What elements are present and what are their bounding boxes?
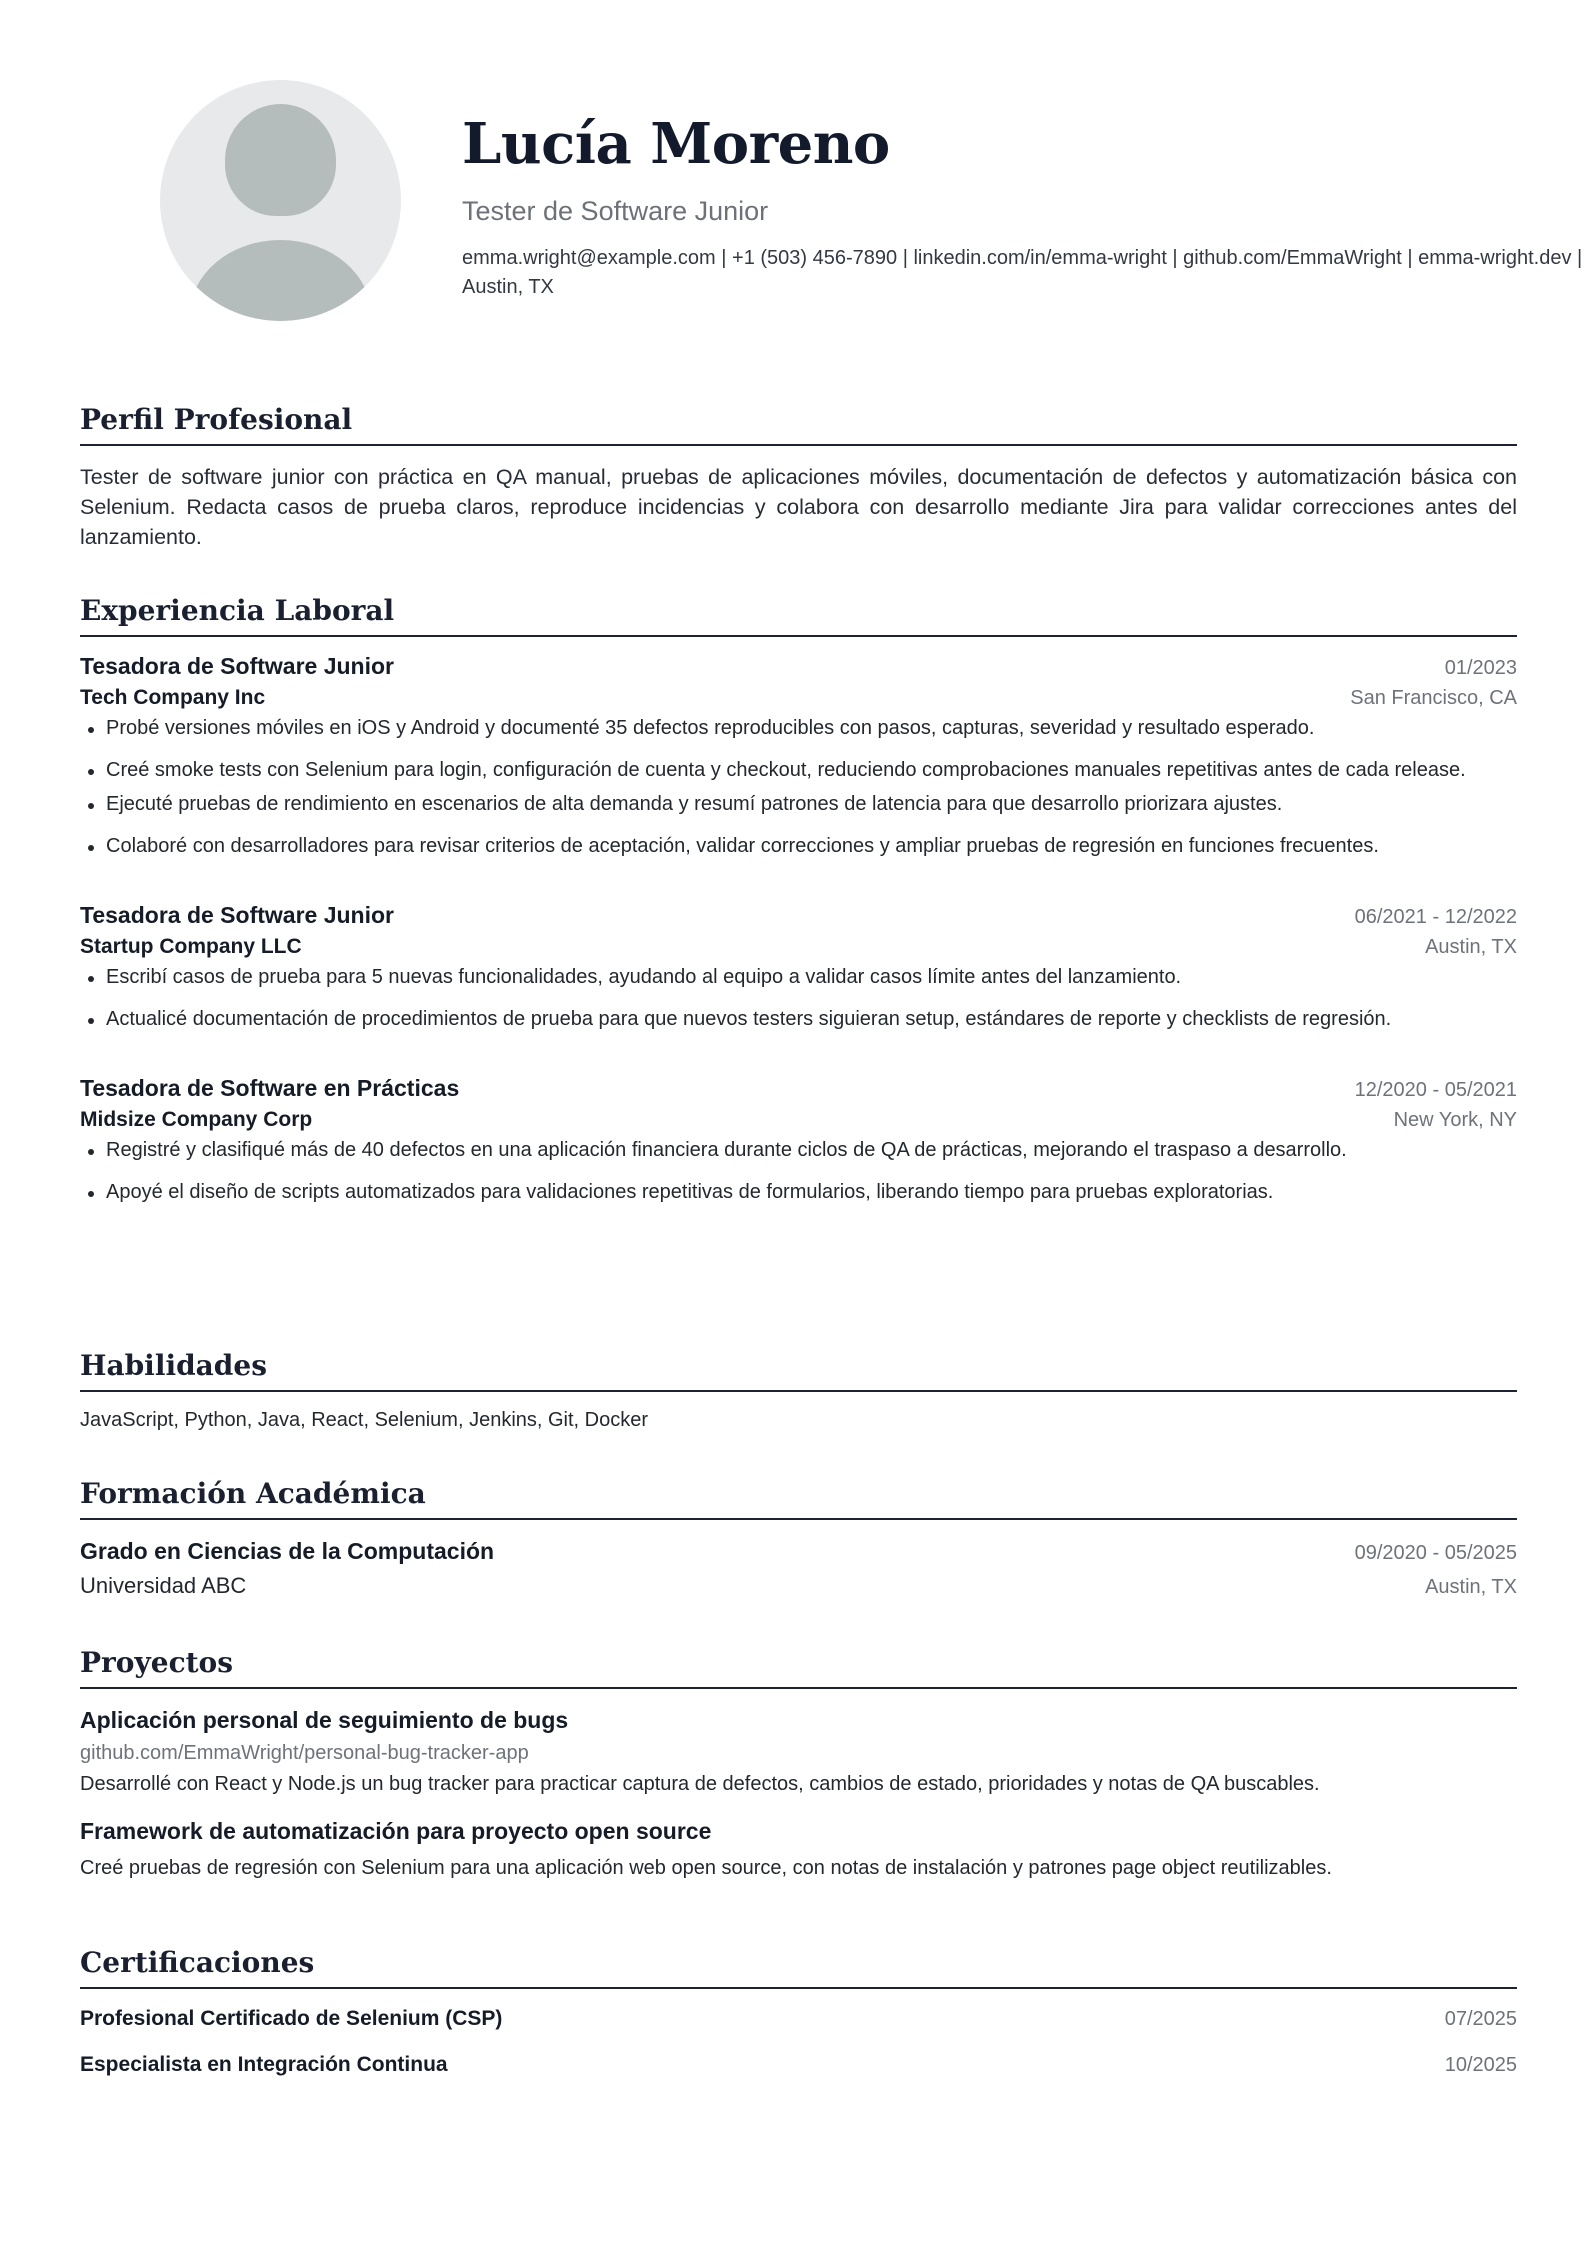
contact-line: emma.wright@example.com | +1 (503) 456-7890 | linkedin.com/in/emma-wright | github.com/EmmaWright | emma-wright.dev | Austin, TX [462, 247, 1583, 298]
job-entry [80, 653, 1517, 860]
job-bullets [80, 714, 1517, 860]
experience-section [80, 591, 1517, 1220]
bullet-dot [88, 1191, 94, 1197]
job-dates: 01/2023 [1444, 657, 1517, 679]
job-location: San Francisco, CA [1350, 687, 1517, 709]
job-title: Tesadora de Software Junior [80, 653, 394, 679]
candidate-role: Tester de Software Junior [462, 196, 769, 226]
job-title: Tesadora de Software en Prácticas [80, 1075, 460, 1101]
avatar-head-shape [225, 104, 336, 216]
bullet-dot [88, 1018, 94, 1024]
avatar-body-shape [190, 240, 371, 321]
job-bullet [80, 714, 1517, 742]
project-link[interactable]: github.com/EmmaWright/personal-bug-tracker-app [80, 1742, 529, 1764]
job-location: Austin, TX [1425, 936, 1517, 958]
resume-header [80, 0, 1583, 320]
projects-section [80, 1643, 1517, 1880]
job-company: Tech Company Inc [80, 686, 266, 709]
job-bullet-text: Registré y clasifiqué más de 40 defectos en una aplicación financiera durante ciclos de QA de prácticas, mejorando el traspaso a desarrollo. [106, 1139, 1347, 1161]
education-dates: 09/2020 - 05/2025 [1354, 1542, 1517, 1564]
certification-row [80, 2053, 1517, 2077]
section-title-skills: Habilidades [80, 1346, 1517, 1392]
project-title: Aplicación personal de seguimiento de bugs [80, 1707, 569, 1733]
project-description: Desarrollé con React y Node.js un bug tracker para practicar captura de defectos, cambios de estado, prioridades y notas de QA buscables. [80, 1773, 1320, 1795]
job-company-row [80, 1108, 1517, 1132]
job-bullet [80, 790, 1517, 818]
avatar [160, 80, 401, 321]
job-bullet [80, 1005, 1517, 1033]
bullet-dot [88, 1149, 94, 1155]
section-title-projects: Proyectos [80, 1643, 1517, 1689]
skills-list: JavaScript, Python, Java, React, Selenium, Jenkins, Git, Docker [80, 1409, 649, 1431]
job-bullet-text: Creé smoke tests con Selenium para login, configuración de cuenta y checkout, reduciendo comprobaciones manuales repetitivas antes de cada release. [106, 759, 1466, 781]
section-title-experience: Experiencia Laboral [80, 591, 1517, 637]
section-title-summary: Perfil Profesional [80, 400, 1517, 446]
job-bullet-text: Escribí casos de prueba para 5 nuevas funcionalidades, ayudando al equipo a validar casos límite antes del lanzamiento. [106, 966, 1182, 988]
job-company-row [80, 686, 1517, 710]
education-institution: Universidad ABC [80, 1573, 247, 1598]
job-bullet-text: Probé versiones móviles en iOS y Android y documenté 35 defectos reproducibles con pasos, capturas, severidad y resultado esperado. [106, 717, 1315, 739]
job-bullet [80, 1136, 1517, 1164]
header-text [462, 108, 1588, 302]
project-title: Framework de automatización para proyecto open source [80, 1818, 712, 1844]
certification-row [80, 2007, 1517, 2031]
project-entry [80, 1818, 1517, 1880]
job-header-row [80, 1075, 1517, 1102]
job-bullet [80, 832, 1517, 860]
job-dates: 06/2021 - 12/2022 [1354, 906, 1517, 928]
job-dates: 12/2020 - 05/2021 [1354, 1079, 1517, 1101]
bullet-dot [88, 803, 94, 809]
bullet-dot [88, 976, 94, 982]
job-header-row [80, 902, 1517, 929]
job-header-row [80, 653, 1517, 680]
education-header-row [80, 1538, 1517, 1565]
education-institution-row [80, 1573, 1517, 1599]
job-company: Startup Company LLC [80, 935, 302, 958]
certification-date: 07/2025 [1444, 2008, 1517, 2030]
job-bullets [80, 1136, 1517, 1206]
certification-name: Especialista en Integración Continua [80, 2053, 448, 2076]
job-bullet-text: Apoyé el diseño de scripts automatizados para validaciones repetitivas de formularios, liberando tiempo para pruebas exploratorias. [106, 1181, 1274, 1203]
section-title-certifications: Certificaciones [80, 1943, 1517, 1989]
bullet-dot [88, 845, 94, 851]
job-entry [80, 902, 1517, 1033]
education-location: Austin, TX [1425, 1576, 1517, 1598]
candidate-name: Lucía Moreno [462, 111, 890, 177]
job-title: Tesadora de Software Junior [80, 902, 394, 928]
job-bullet-text: Ejecuté pruebas de rendimiento en escenarios de alta demanda y resumí patrones de latencia para que desarrollo priorizara ajustes. [106, 793, 1283, 815]
certification-date: 10/2025 [1444, 2054, 1517, 2076]
certification-name: Profesional Certificado de Selenium (CSP) [80, 2007, 503, 2030]
summary-text: Tester de software junior con práctica en QA manual, pruebas de aplicaciones móviles, documentación de defectos y automatización básica con Selenium. Redacta casos de prueba claros, reproduce incidencias y colabora con desarrollo mediante Jira para validar correcciones antes del lanzamiento. [80, 465, 1517, 549]
bullet-dot [88, 769, 94, 775]
job-bullet [80, 1178, 1517, 1206]
job-company-row [80, 935, 1517, 959]
job-bullet [80, 963, 1517, 991]
certifications-section [80, 1943, 1517, 2077]
summary-section [80, 400, 1517, 552]
job-company: Midsize Company Corp [80, 1108, 313, 1131]
job-bullet [80, 756, 1517, 784]
job-bullet-text: Colaboré con desarrolladores para revisar criterios de aceptación, validar correcciones y ampliar pruebas de regresión en funciones frecuentes. [106, 835, 1379, 857]
education-section [80, 1474, 1517, 1599]
job-entry [80, 1075, 1517, 1206]
project-entry [80, 1707, 1517, 1796]
skills-section [80, 1346, 1517, 1434]
project-description: Creé pruebas de regresión con Selenium para una aplicación web open source, con notas de instalación y patrones page object reutilizables. [80, 1857, 1332, 1879]
section-title-education: Formación Académica [80, 1474, 1517, 1520]
job-location: New York, NY [1393, 1109, 1517, 1131]
job-bullets [80, 963, 1517, 1033]
job-bullet-text: Actualicé documentación de procedimientos de prueba para que nuevos testers siguieran setup, estándares de reporte y checklists de regresión. [106, 1008, 1392, 1030]
bullet-dot [88, 727, 94, 733]
education-degree: Grado en Ciencias de la Computación [80, 1538, 495, 1564]
